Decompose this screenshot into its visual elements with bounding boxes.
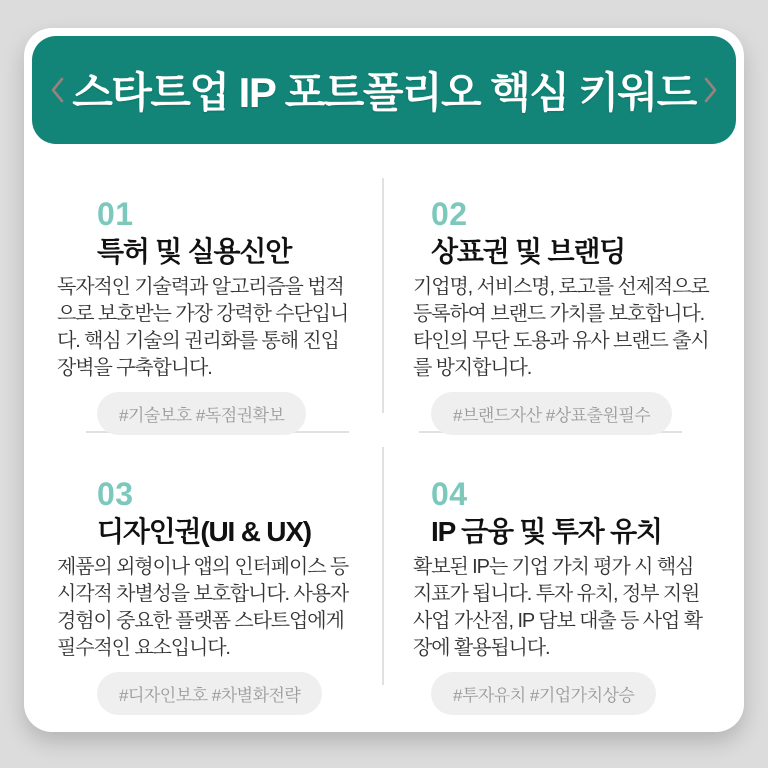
section-patent xyxy=(57,196,353,435)
section-ip-finance xyxy=(413,476,715,715)
section-body: 기업명, 서비스명, 로고를 선제적으로 등록하여 브랜드 가치를 보호합니다. 타인의 무단 도용과 유사 브랜드 출시를 방지합니다. xyxy=(413,276,709,380)
section-body: 독자적인 기술력과 알고리즘을 법적으로 보호받는 가장 강력한 수단입니다. 핵심 기술의 권리화를 통해 진입 장벽을 구축합니다. xyxy=(57,276,349,380)
section-number: 01 xyxy=(97,196,134,232)
column-divider-top xyxy=(382,178,384,413)
hashtag-pill: #디자인보호 #차별화전략 xyxy=(97,672,322,715)
content-card xyxy=(24,28,744,732)
section-body: 제품의 외형이나 앱의 인터페이스 등 시각적 차별성을 보호합니다. 사용자 경험이 중요한 플랫폼 스타트업에게 필수적인 요소입니다. xyxy=(57,556,349,660)
section-title: IP 금융 및 투자 유치 xyxy=(431,515,662,547)
section-design-right xyxy=(57,476,353,715)
hashtag-pill: #투자유치 #기업가치상승 xyxy=(431,672,656,715)
hashtag-pill: #기술보호 #독점권확보 xyxy=(97,392,306,435)
chevron-left-icon[interactable] xyxy=(48,75,66,105)
header-banner xyxy=(32,36,736,144)
section-number: 03 xyxy=(97,476,134,512)
section-body: 확보된 IP는 기업 가치 평가 시 핵심 지표가 됩니다. 투자 유치, 정부 지원사업 가산점, IP 담보 대출 등 사업 확장에 활용됩니다. xyxy=(413,556,702,660)
page-title: 스타트업 IP 포트폴리오 핵심 키워드 xyxy=(72,69,696,116)
section-title: 상표권 및 브랜딩 xyxy=(431,235,626,267)
hashtag-pill: #브랜드자산 #상표출원필수 xyxy=(431,392,672,435)
section-title: 특허 및 실용신안 xyxy=(97,235,292,267)
section-trademark xyxy=(413,196,715,435)
section-number: 04 xyxy=(431,476,468,512)
column-divider-bottom xyxy=(382,447,384,685)
section-number: 02 xyxy=(431,196,468,232)
section-title: 디자인권(UI & UX) xyxy=(97,515,311,547)
chevron-right-icon[interactable] xyxy=(702,75,720,105)
